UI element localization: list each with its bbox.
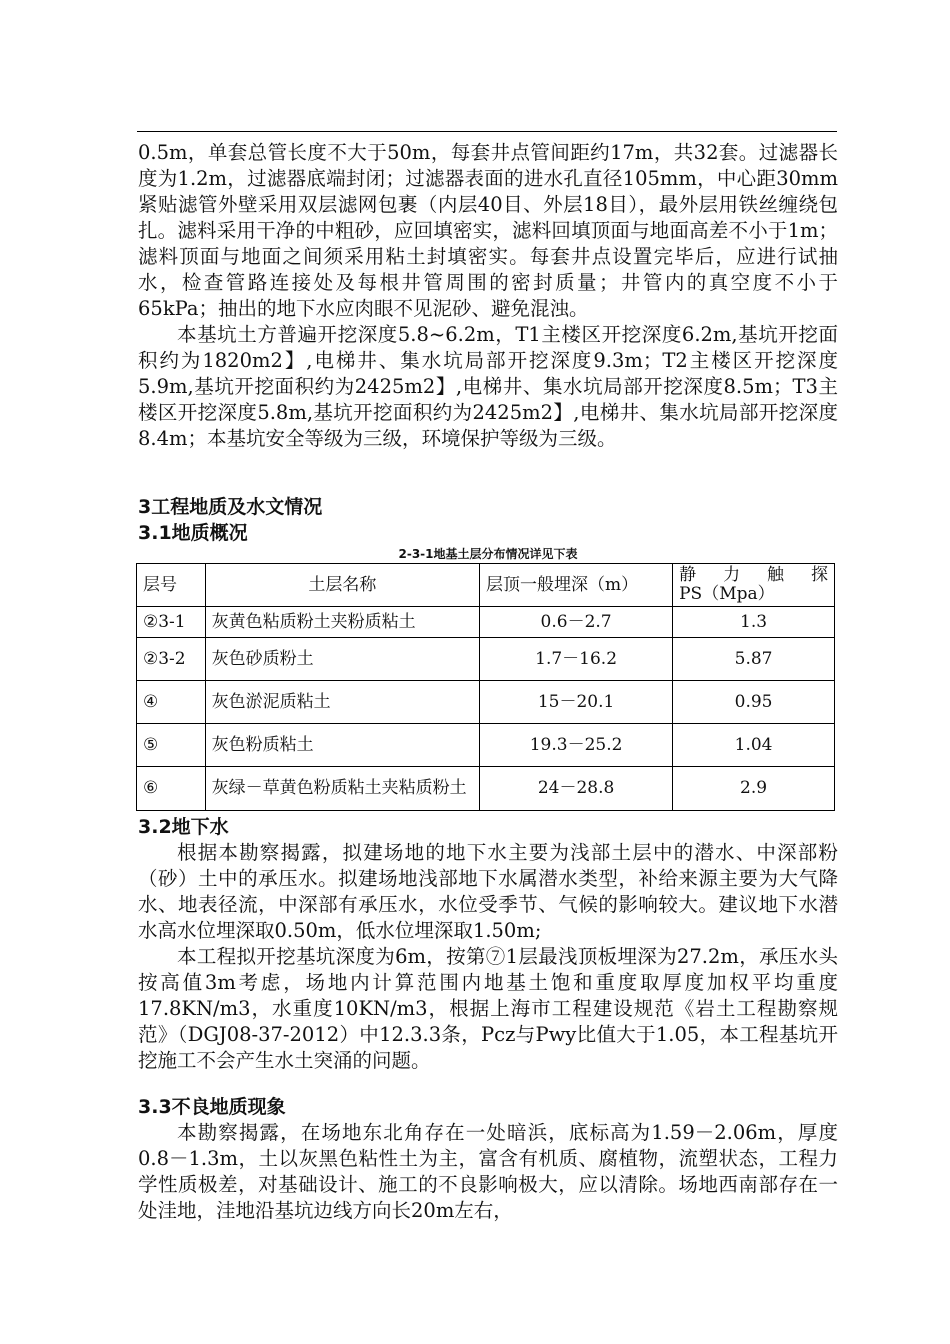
cell-top-depth: 15－20.1	[480, 681, 673, 724]
header-cpt-title: 静力触探	[679, 565, 828, 585]
paragraph-groundwater-1: 根据本勘察揭露，拟建场地的地下水主要为浅部土层中的潜水、中深部粉（砂）土中的承压水。拟建场地浅部地下水属潜水类型，补给来源主要为大气降水、地表径流，中深部有承压水，水位受季节、气候的影响较大。建议地下水潜水高水位埋深取0.50m，低水位埋深取1.50m;	[138, 841, 838, 942]
header-top-depth: 层顶一般埋深（m）	[480, 564, 673, 607]
cell-soil-name: 灰绿－草黄色粉质粘土夹粘质粉土	[205, 767, 479, 811]
header-cpt	[673, 564, 835, 607]
table-row	[137, 638, 835, 681]
section-3-2	[138, 814, 838, 1074]
header-rule	[137, 131, 837, 132]
cell-layer-no: ②3-1	[137, 607, 206, 638]
cell-ps-value: 2.9	[673, 767, 835, 811]
header-cpt-unit: PS（Mpa）	[679, 584, 775, 604]
table-row	[137, 607, 835, 638]
cell-ps-value: 0.95	[673, 681, 835, 724]
paragraph-groundwater-2: 本工程拟开挖基坑深度为6m，按第⑦1层最浅顶板埋深为27.2m，承压水头按高值3m考虑，场地内计算范围内地基土饱和重度取厚度加权平均重度17.8KN/m3，水重度10KN/m3，根据上海市工程建设规范《岩土工程勘察规范》（DGJ08-37-2012）中12.3.3条，Pcz与Pwy比值大于1.05，本工程基坑开挖施工不会产生水土突涌的问题。	[138, 945, 838, 1072]
heading-section-3: 3工程地质及水文情况	[138, 496, 323, 518]
cell-soil-name: 灰黄色粘质粉土夹粉质粘土	[205, 607, 479, 638]
cell-layer-no: ④	[137, 681, 206, 724]
cell-top-depth: 24－28.8	[480, 767, 673, 811]
cell-ps-value: 1.04	[673, 724, 835, 767]
cell-layer-no: ②3-2	[137, 638, 206, 681]
cell-top-depth: 0.6－2.7	[480, 607, 673, 638]
cell-ps-value: 1.3	[673, 607, 835, 638]
cell-top-depth: 19.3－25.2	[480, 724, 673, 767]
cell-top-depth: 1.7－16.2	[480, 638, 673, 681]
section-intro-text	[138, 140, 838, 452]
cell-layer-no: ⑥	[137, 767, 206, 811]
soil-layer-table-block	[138, 546, 838, 811]
paragraph-wellpoint: 0.5m，单套总管长度不大于50m，每套井点管间距约17m，共32套。过滤器长度为1.2m，过滤器底端封闭；过滤器表面的进水孔直径105mm，中心距30mm紧贴滤管外壁采用双层滤网包裹（内层40目、外层18目），最外层用铁丝缠绕包扎。滤料采用干净的中粗砂，应回填密实，滤料回填顶面与地面高差不小于1m；滤料顶面与地面之间须采用粘土封填密实。每套井点设置完毕后，应进行试抽水，检查管路连接处及每根井管周围的密封质量；井管内的真空度不小于65kPa；抽出的地下水应肉眼不见泥砂、避免混浊。	[138, 141, 838, 320]
table-row	[137, 767, 835, 811]
heading-section-3-3: 3.3不良地质现象	[138, 1096, 286, 1118]
section-3	[138, 494, 838, 546]
table-row	[137, 681, 835, 724]
header-soil-name: 土层名称	[205, 564, 479, 607]
paragraph-bad-geology: 本勘察揭露，在场地东北角存在一处暗浜，底标高为1.59－2.06m，厚度0.8－1.3m，土以灰黑色粘性土为主，富含有机质、腐植物，流塑状态，工程力学性质极差，对基础设计、施工的不良影响极大，应以清除。场地西南部存在一处洼地，洼地沿基坑边线方向长20m左右，	[138, 1121, 838, 1222]
paragraph-excavation-depth: 本基坑土方普遍开挖深度5.8~6.2m，T1主楼区开挖深度6.2m,基坑开挖面积约为1820m2】,电梯井、集水坑局部开挖深度9.3m；T2主楼区开挖深度5.9m,基坑开挖面积约为2425m2】,电梯井、集水坑局部开挖深度8.5m；T3主楼区开挖深度5.8m,基坑开挖面积约为2425m2】,电梯井、集水坑局部开挖深度8.4m；本基坑安全等级为三级，环境保护等级为三级。	[138, 323, 838, 450]
table-header-row	[137, 564, 835, 607]
soil-layer-table	[136, 563, 835, 811]
heading-section-3-2: 3.2地下水	[138, 816, 229, 838]
cell-ps-value: 5.87	[673, 638, 835, 681]
cell-layer-no: ⑤	[137, 724, 206, 767]
section-3-3	[138, 1094, 838, 1224]
header-layer-no: 层号	[137, 564, 206, 607]
heading-section-3-1: 3.1地质概况	[138, 522, 248, 544]
table-row	[137, 724, 835, 767]
cell-soil-name: 灰色淤泥质粘土	[205, 681, 479, 724]
cell-soil-name: 灰色砂质粉土	[205, 638, 479, 681]
table-caption: 2-3-1地基土层分布情况详见下表	[398, 547, 578, 561]
cell-soil-name: 灰色粉质粘土	[205, 724, 479, 767]
